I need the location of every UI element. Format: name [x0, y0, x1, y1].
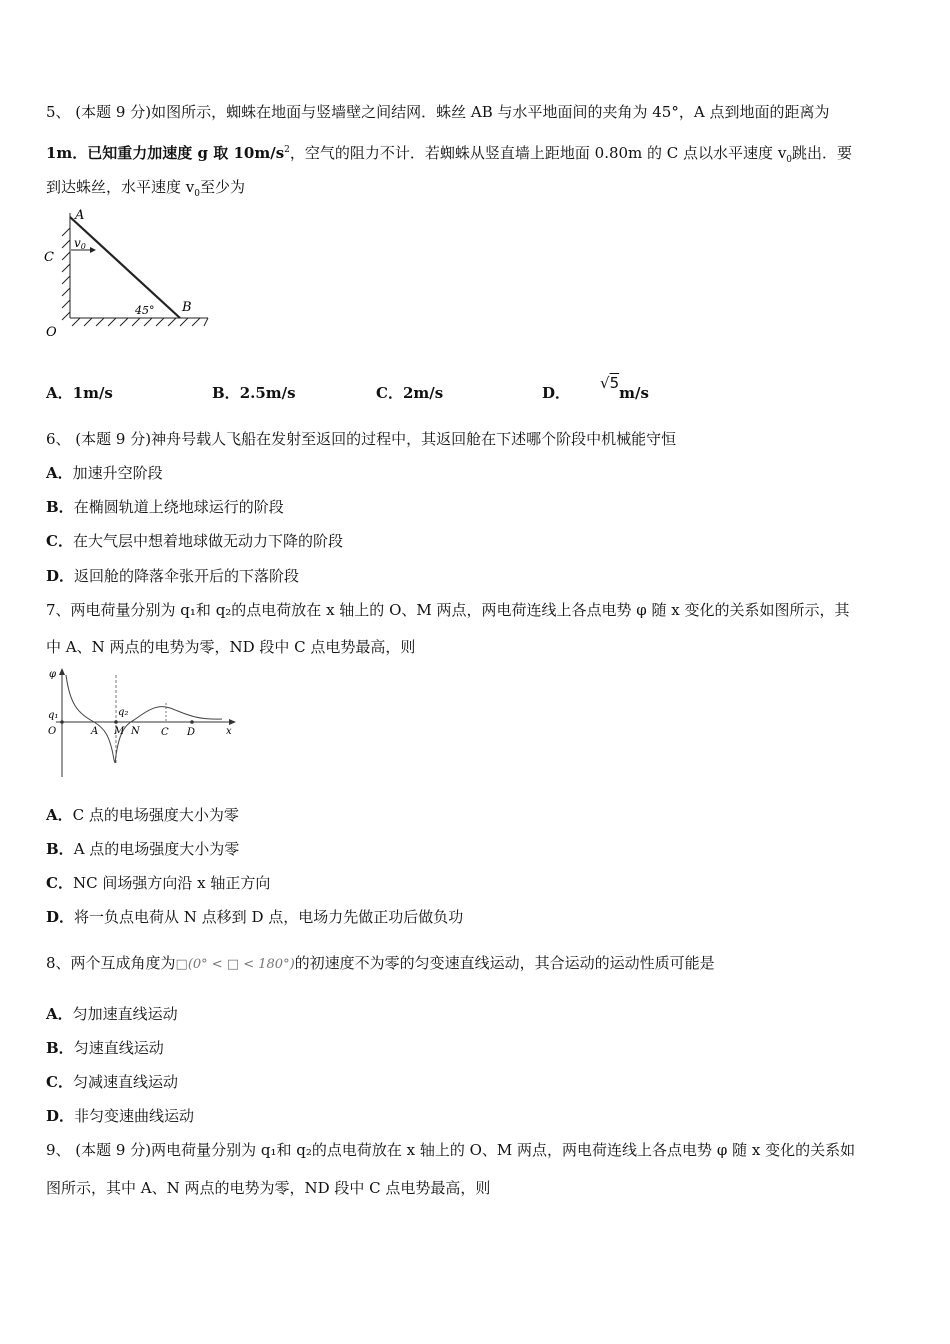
- label-phi: φ: [49, 669, 57, 680]
- q5-option-c[interactable]: C．2m/s: [376, 384, 444, 402]
- label-M: M: [114, 726, 125, 737]
- sqrt-symbol: √5: [600, 374, 620, 392]
- q5-figure: [40, 203, 220, 343]
- q7-potential-figure: [44, 665, 244, 780]
- label-C: C: [161, 727, 169, 738]
- label-D: D: [187, 727, 196, 738]
- label-N: N: [131, 726, 140, 737]
- label-v0: v0: [74, 236, 86, 251]
- q9-stem-line1: 9、 (本题 9 分)两电荷量分别为 q₁和 q₂的点电荷放在 x 轴上的 O、M 两点，两电荷连线上各点电势 φ 随 x 变化的关系如: [46, 1141, 856, 1159]
- spider-thread-line: [70, 217, 180, 318]
- q7-stem-line1: 7、两电荷量分别为 q₁和 q₂的点电荷放在 x 轴上的 O、M 两点，两电荷连线上各点电势 φ 随 x 变化的关系如图所示，其: [46, 601, 850, 619]
- q8-option-d[interactable]: D．非匀变速曲线运动: [46, 1107, 195, 1125]
- q6-option-c[interactable]: C．在大气层中想着地球做无动力下降的阶段: [46, 532, 343, 550]
- q6-stem: 6、 (本题 9 分)神舟号载人飞船在发射至返回的过程中，其返回舱在下述哪个阶段中机械能守恒: [46, 430, 677, 448]
- q6-option-a[interactable]: A．加速升空阶段: [46, 464, 163, 482]
- label-angle: 45°: [135, 304, 155, 317]
- q5-option-a[interactable]: A．1m/s: [46, 384, 113, 402]
- q7-option-b[interactable]: B．A 点的电场强度大小为零: [46, 840, 240, 858]
- label-q2: q₂: [118, 707, 129, 718]
- q6-option-b[interactable]: B．在椭圆轨道上绕地球运行的阶段: [46, 498, 284, 516]
- q9-stem-line2: 图所示，其中 A、N 两点的电势为零，ND 段中 C 点电势最高，则: [46, 1179, 491, 1197]
- label-B: B: [182, 300, 192, 315]
- label-A: A: [91, 726, 99, 737]
- label-A: A: [75, 208, 85, 223]
- q5-option-b[interactable]: B．2.5m/s: [212, 384, 296, 402]
- label-C: C: [44, 250, 54, 265]
- q7-stem-line2: 中 A、N 两点的电势为零，ND 段中 C 点电势最高，则: [46, 638, 416, 656]
- label-x: x: [226, 726, 232, 737]
- q5-stem-line2: 1m．已知重力加速度 g 取 $10m/s^2$，空气的阻力不计．若蜘蛛从竖直墙上距地面 0.80m 的 C 点以水平速度 $v_0$跳出．要: [46, 144, 853, 165]
- q5-stem-line3: 到达蛛丝，水平速度 $v_0$至少为: [46, 178, 245, 199]
- q6-option-d[interactable]: D．返回舱的降落伞张开后的下落阶段: [46, 567, 300, 585]
- q8-option-a[interactable]: A．匀加速直线运动: [46, 1005, 178, 1023]
- angle-formula: □(0° < □ < 180°): [175, 957, 295, 972]
- q8-option-c[interactable]: C．匀减速直线运动: [46, 1073, 178, 1091]
- label-O: O: [46, 325, 57, 340]
- q7-option-c[interactable]: C．NC 间场强方向沿 x 轴正方向: [46, 874, 271, 892]
- q7-option-a[interactable]: A．C 点的电场强度大小为零: [46, 806, 239, 824]
- q8-stem: 8、两个互成角度为□(0° < □ < 180°)的初速度不为零的匀变速直线运动，其合运动的运动性质可能是: [46, 954, 715, 972]
- q8-option-b[interactable]: B．匀速直线运动: [46, 1039, 164, 1057]
- q5-option-d[interactable]: D．√5m/s: [542, 374, 649, 402]
- label-O: O: [48, 726, 57, 737]
- label-q1: q₁: [48, 710, 59, 721]
- q7-option-d[interactable]: D．将一负点电荷从 N 点移到 D 点，电场力先做正功后做负功: [46, 908, 464, 926]
- q5-stem-line1: 5、 (本题 9 分)如图所示，蜘蛛在地面与竖墙壁之间结网．蛛丝 AB 与水平地面间的夹角为 45°，A 点到地面的距离为: [46, 103, 830, 121]
- q5-options: [46, 374, 746, 404]
